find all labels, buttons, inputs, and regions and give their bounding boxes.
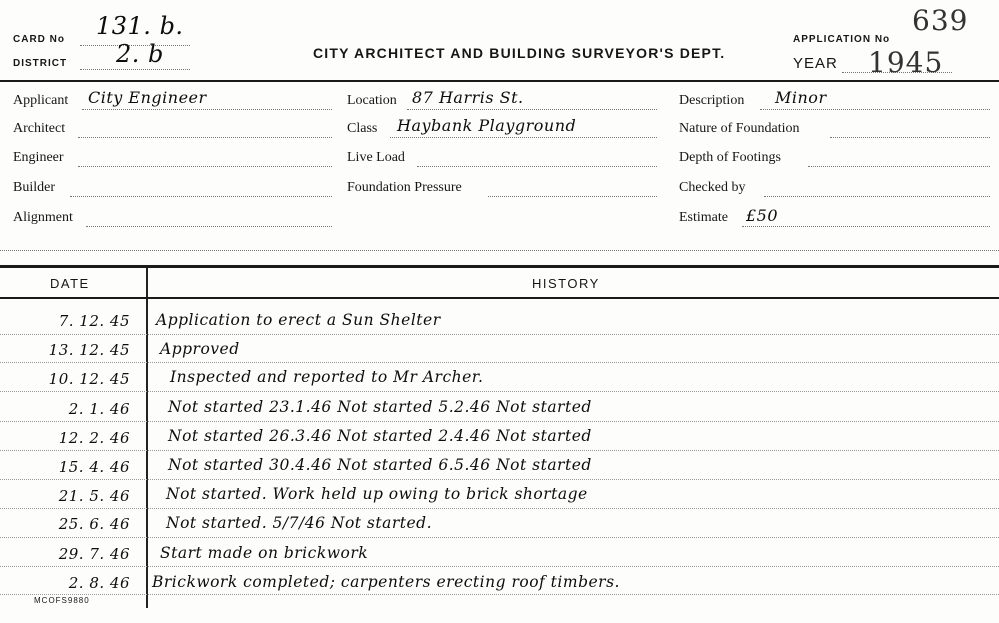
depth-of-footings-dotline <box>808 166 990 167</box>
history-date: 15. 4. 46 <box>58 458 130 476</box>
class-dotline <box>390 137 657 138</box>
district-value: 2. b <box>116 40 164 68</box>
checked-by-dotline <box>764 196 990 197</box>
card-no-value: 131. b. <box>96 12 184 40</box>
architect-dotline <box>78 137 332 138</box>
location-value: 87 Harris St. <box>412 88 524 107</box>
engineer-dotline <box>78 166 332 167</box>
history-row-line <box>0 508 999 509</box>
history-row-line <box>0 450 999 451</box>
history-entry: Approved <box>160 340 240 358</box>
history-row-line <box>0 594 999 595</box>
history-row-line <box>0 421 999 422</box>
history-entry: Not started. 5/7/46 Not started. <box>166 514 433 532</box>
foundation-pressure-dotline <box>488 196 657 197</box>
history-date: 2. 1. 46 <box>68 400 130 418</box>
history-row-line <box>0 537 999 538</box>
history-date: 13. 12. 45 <box>48 341 130 359</box>
date-column-divider <box>146 268 148 608</box>
estimate-dotline <box>742 226 990 227</box>
application-no-label: APPLICATION No <box>793 34 891 45</box>
alignment-label: Alignment <box>13 210 73 225</box>
history-entry: Brickwork completed; carpenters erecting roof timbers. <box>152 573 620 591</box>
estimate-value: £50 <box>746 206 779 225</box>
card-no-label: CARD No <box>13 34 65 45</box>
history-date: 25. 6. 46 <box>58 515 130 533</box>
history-date: 10. 12. 45 <box>48 370 130 388</box>
history-header-rule <box>0 297 999 299</box>
location-dotline <box>407 109 657 110</box>
architect-label: Architect <box>13 121 66 136</box>
estimate-label: Estimate <box>679 210 728 225</box>
history-entry: Application to erect a Sun Shelter <box>156 311 441 329</box>
history-entry: Not started. Work held up owing to brick shortage <box>166 485 588 503</box>
location-label: Location <box>347 93 397 108</box>
history-row-line <box>0 334 999 335</box>
nature-of-foundation-dotline <box>830 137 990 138</box>
applicant-label: Applicant <box>13 93 69 108</box>
history-entry: Not started 26.3.46 Not started 2.4.46 Not started <box>168 427 592 445</box>
class-label: Class <box>347 121 378 136</box>
year-value: 1945 <box>868 46 944 79</box>
history-date: 29. 7. 46 <box>58 545 130 563</box>
history-entry: Not started 23.1.46 Not started 5.2.46 Not started <box>168 398 592 416</box>
description-value: Minor <box>775 88 827 107</box>
depth-of-footings-label: Depth of Footings <box>679 150 781 165</box>
history-entry: Start made on brickwork <box>160 544 369 562</box>
description-label: Description <box>679 93 745 108</box>
history-entry: Inspected and reported to Mr Archer. <box>170 368 484 386</box>
application-no-value: 639 <box>912 4 969 37</box>
alignment-dotline <box>86 226 332 227</box>
department-title: CITY ARCHITECT AND BUILDING SURVEYOR'S DEPT. <box>313 45 726 61</box>
foundation-pressure-label: Foundation Pressure <box>347 180 462 195</box>
applicant-value: City Engineer <box>88 88 207 107</box>
engineer-label: Engineer <box>13 150 64 165</box>
description-dotline <box>760 109 990 110</box>
history-row-line <box>0 566 999 567</box>
history-date: 21. 5. 46 <box>58 487 130 505</box>
live-load-label: Live Load <box>347 150 405 165</box>
applicant-dotline <box>82 109 332 110</box>
history-top-rule <box>0 265 999 268</box>
district-dotline <box>80 69 190 70</box>
class-value: Haybank Playground <box>397 116 577 135</box>
history-date: 12. 2. 46 <box>58 429 130 447</box>
history-row-line <box>0 391 999 392</box>
history-row-line <box>0 362 999 363</box>
history-date: 7. 12. 45 <box>58 312 130 330</box>
history-date: 2. 8. 46 <box>68 574 130 592</box>
district-label: DISTRICT <box>13 58 68 69</box>
details-bottom-dotline <box>0 250 999 251</box>
checked-by-label: Checked by <box>679 180 746 195</box>
header-rule <box>0 80 999 82</box>
form-code: MCOFS9880 <box>34 596 90 605</box>
builder-label: Builder <box>13 180 55 195</box>
date-column-header: DATE <box>50 276 90 291</box>
live-load-dotline <box>417 166 657 167</box>
history-row-line <box>0 479 999 480</box>
history-column-header: HISTORY <box>532 276 600 291</box>
builder-dotline <box>70 196 332 197</box>
nature-of-foundation-label: Nature of Foundation <box>679 121 800 136</box>
history-entry: Not started 30.4.46 Not started 6.5.46 Not started <box>168 456 592 474</box>
year-label: YEAR <box>793 55 838 72</box>
